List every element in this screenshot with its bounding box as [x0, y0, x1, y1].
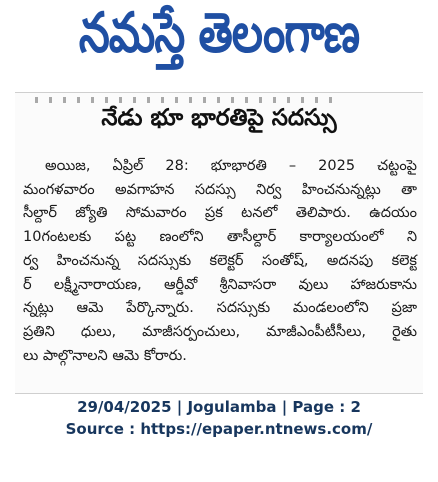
- article-line: 10గంటలకు పట్ట ణంలోని తాసీల్దార్ కార్యాలయంలో ని: [23, 229, 417, 246]
- article-line: ప్రతిని ధులు, మాజీసర్పంచులు, మాజీఎంపీటీసీలు, రైతు: [23, 323, 417, 340]
- masthead: [0, 0, 438, 80]
- article-headline: నేడు భూ భారతిపై సదస్సు: [101, 105, 337, 131]
- article-line: సీల్దార్ జ్యోతి సోమవారం ప్రక టనలో తెలిపారు. ఉదయం: [23, 205, 417, 222]
- article-line: మంగళవారం అవగాహన సదస్సు నిర్వ హించనున్నట్లు తా: [23, 181, 417, 198]
- article-line: ర్వ హించనున్న సదస్సుకు కలెక్టర్ సంతోష్, అదనపు కలెక్ట: [23, 252, 417, 269]
- edition-info: 29/04/2025 | Jogulamba | Page : 2: [77, 398, 361, 416]
- clipping-cut-edge: [35, 97, 335, 103]
- news-clipping: [15, 92, 423, 394]
- article-line: న్నట్లు ఆమె పేర్కొన్నారు. సదస్సుకు మండలంలోని ప్రజా: [23, 300, 417, 317]
- source-link[interactable]: Source : https://epaper.ntnews.com/: [65, 420, 373, 438]
- article-line: అయిజ, ఏప్రిల్ 28: భూభారతి – 2025 చట్టంపై: [45, 158, 417, 174]
- source-footer: [0, 396, 438, 440]
- article-line: ర్ లక్ష్మీనారాయణ, ఆర్డీవో శ్రీనివాసరా వులు హాజరుకాను: [23, 276, 417, 293]
- newspaper-logo: నమస్తే తెలంగాణ: [78, 1, 360, 65]
- article-body: [23, 155, 417, 368]
- article-line: లు పాల్గొనాలని ఆమె కోరారు.: [23, 347, 187, 364]
